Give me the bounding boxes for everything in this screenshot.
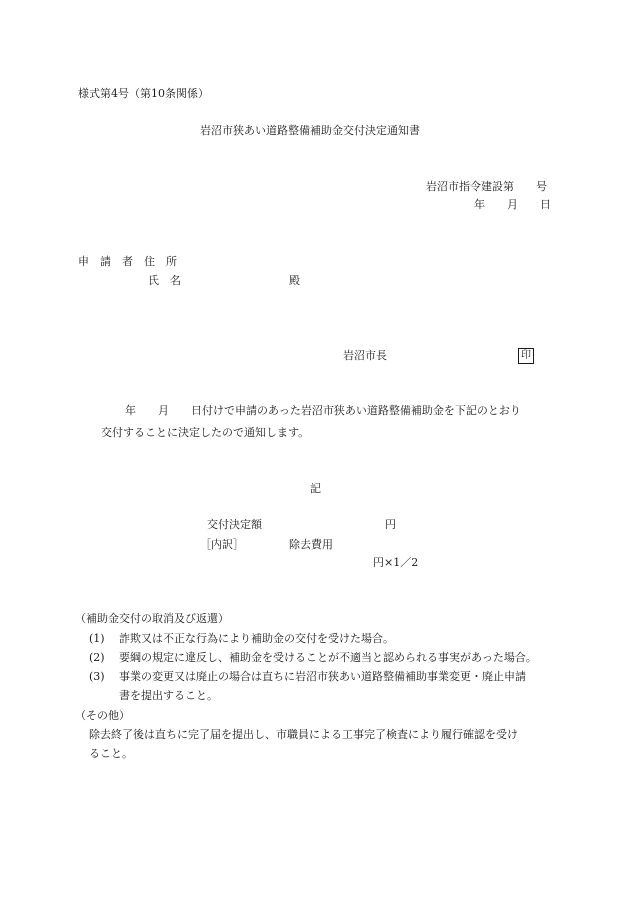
form-number: 様式第4号（第10条関係）	[78, 87, 209, 100]
applicant-honorific: 殿	[289, 274, 300, 287]
breakdown-label: ［内訳］	[200, 538, 244, 551]
conditions-heading: （補助金交付の取消及び返還）	[75, 612, 229, 625]
body-line-1: 年 月 日付けで申請のあった岩沼市狭あい道路整備補助金を下記のとおり	[125, 404, 521, 417]
condition-2-number: (2)	[89, 651, 105, 664]
breakdown-formula: 円×1／2	[373, 556, 419, 569]
issuer-name: 岩沼市長	[343, 349, 387, 362]
condition-1-number: (1)	[89, 632, 105, 645]
issue-date: 年 月 日	[474, 198, 551, 211]
condition-1-text: 詐欺又は不正な行為により補助金の交付を受けた場合。	[119, 632, 394, 645]
grant-amount-unit: 円	[385, 518, 396, 531]
applicant-name-label: 氏 名	[148, 274, 181, 287]
other-line-2: ること。	[89, 747, 133, 760]
ki-heading: 記	[310, 482, 321, 495]
other-heading: （その他）	[75, 709, 130, 722]
condition-3-text-continued: 書を提出すること。	[119, 689, 218, 702]
breakdown-item: 除去費用	[289, 538, 333, 551]
seal-mark: 印	[518, 348, 534, 364]
body-line-2: 交付することに決定したので通知します。	[101, 426, 310, 439]
document-title: 岩沼市狭あい道路整備補助金交付決定通知書	[200, 124, 420, 137]
condition-3-number: (3)	[89, 670, 105, 683]
other-line-1: 除去終了後は直ちに完了届を提出し、市職員による工事完了検査により履行確認を受け	[89, 728, 518, 741]
applicant-address-label: 申 請 者 住 所	[78, 255, 177, 268]
condition-3-text: 事業の変更又は廃止の場合は直ちに岩沼市狭あい道路整備補助事業変更・廃止申請	[119, 670, 526, 683]
grant-amount-label: 交付決定額	[207, 518, 262, 531]
document-number: 岩沼市指令建設第 号	[426, 180, 547, 193]
condition-2-text: 要綱の規定に違反し、補助金を受けることが不適当と認められる事実があった場合。	[119, 651, 537, 664]
